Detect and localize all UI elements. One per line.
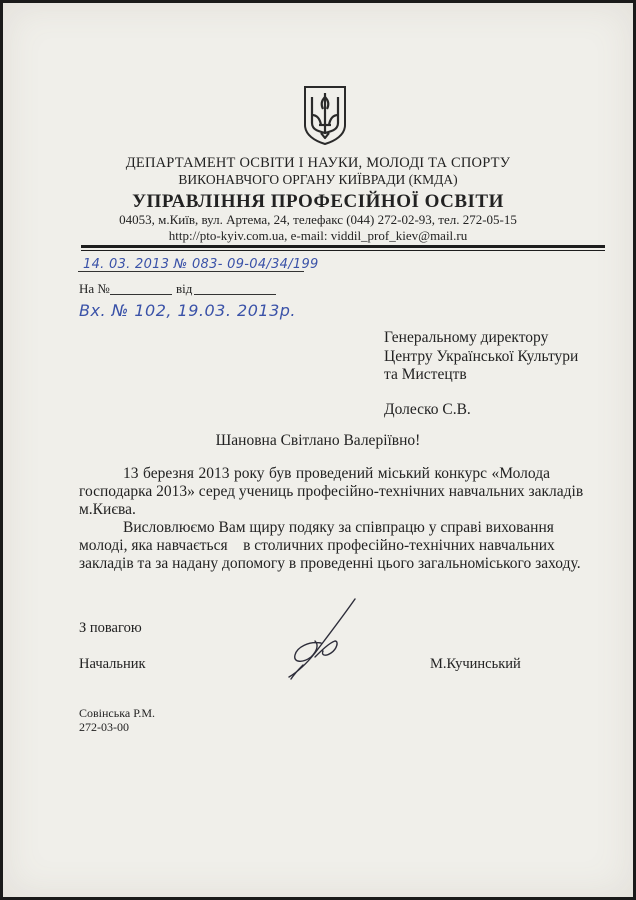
recipient-name: Долеско С.В. [384,401,471,418]
reply-to-label: На № [79,281,110,296]
body-paragraph-1-line-2: господарка 2013» серед учениць професійно-технічних навчальних закладів [79,483,584,500]
reply-date-line [194,294,276,295]
body-paragraph-2-line-2: молоді, яка навчається в столичних професійно-технічних навчальних [79,537,555,554]
closing-regards: З повагою [79,620,142,636]
recipient-title: Генеральному директору [384,329,549,346]
reply-date-label: від [176,281,193,296]
office-title: УПРАВЛІННЯ ПРОФЕСІЙНОЇ ОСВІТИ [132,191,504,212]
signer-name: М.Кучинський [430,656,521,672]
body-paragraph-1-line-1: 13 березня 2013 року був проведений міський конкурс «Молода [123,465,550,482]
letter-page [3,3,633,897]
recipient-organization: Центру Української Культури [384,348,579,365]
outgoing-registration-handwritten: 14. 03. 2013 № 083- 09-04/34/199 [83,257,319,272]
body-paragraph-2-line-3: закладів та за надану допомогу в проведенні цього загальноміського заходу. [79,555,581,572]
trident-emblem-icon [303,85,347,145]
handwritten-signature [281,595,363,681]
department-name: ДЕПАРТАМЕНТ ОСВІТИ І НАУКИ, МОЛОДІ ТА СПОРТУ [125,155,511,171]
executor-phone: 272-03-00 [79,720,129,734]
salutation: Шановна Світлано Валеріївно! [215,432,421,449]
office-web-email: http://pto-kyiv.com.ua, e-mail: viddil_prof_kiev@mail.ru [168,228,468,243]
executor-name: Совінська Р.М. [79,706,156,720]
reply-number-line [110,294,172,295]
body-paragraph-1-line-3: м.Києва. [79,501,136,518]
letterhead-divider-thick [81,245,605,248]
recipient-organization-cont: та Мистецтв [384,366,467,383]
signer-position: Начальник [79,656,146,672]
executive-body-name: ВИКОНАВЧОГО ОРГАНУ КИЇВРАДИ (КМДА) [178,172,458,187]
letterhead-divider-thin [81,250,605,251]
office-address: 04053, м.Київ, вул. Артема, 24, телефакс (044) 272-02-93, тел. 272-05-15 [119,212,517,227]
incoming-registration-handwritten: Вх. № 102, 19.03. 2013р. [79,301,296,320]
body-paragraph-2-line-1: Висловлюємо Вам щиру подяку за співпрацю у справі виховання [123,519,554,536]
